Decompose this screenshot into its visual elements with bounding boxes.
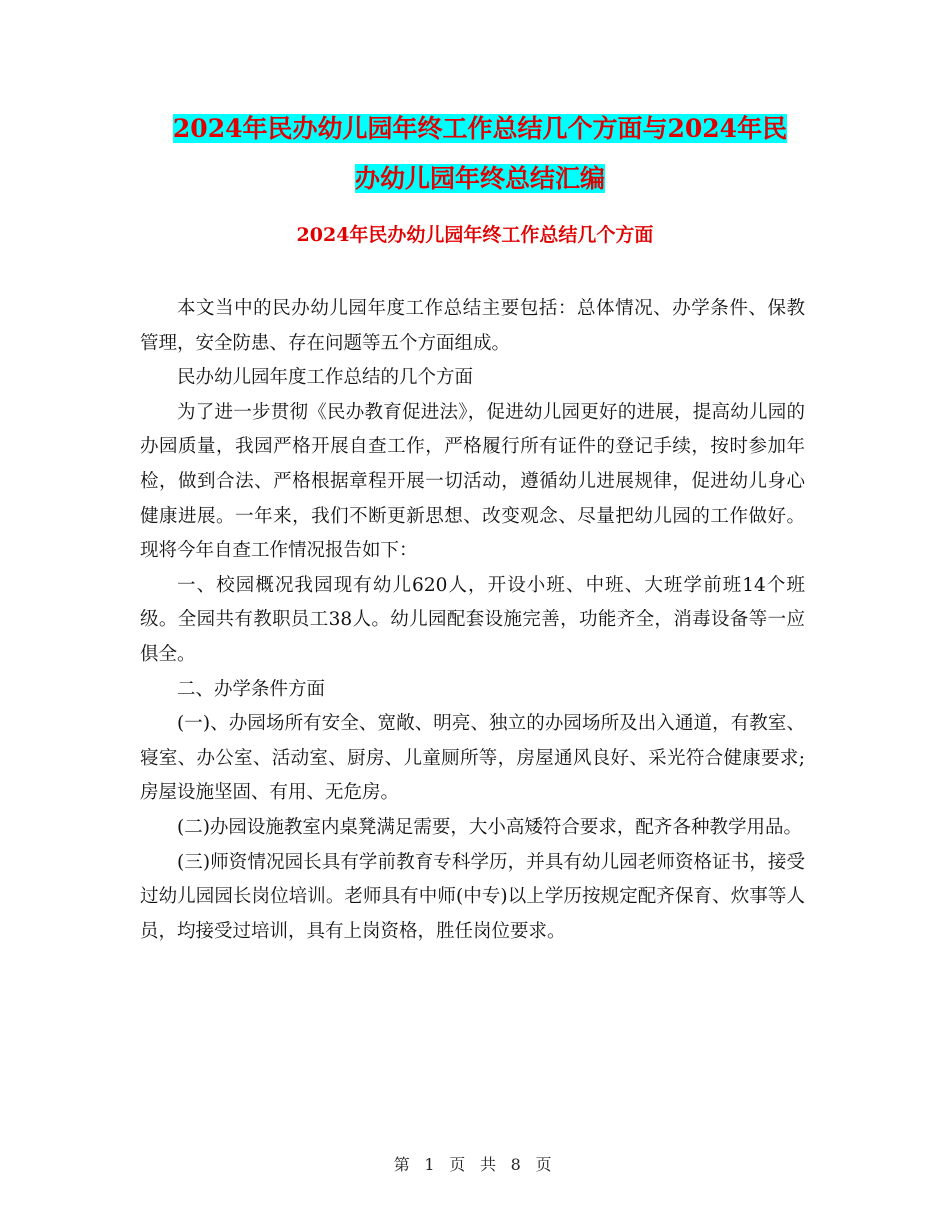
title-line-2: 办幼儿园年终总结汇编: [354, 164, 605, 193]
paragraph: (一)、办园场所有安全、宽敞、明亮、独立的办园场所及出入通道，有教室、寝室、办公室、活动室、厨房、儿童厕所等，房屋通风良好、采光符合健康要求;房屋设施坚固、有用、无危房。: [140, 713, 805, 804]
paragraph: 二、办学条件方面: [177, 678, 326, 700]
paragraph: (三)师资情况园长具有学前教育专科学历，并具有幼儿园老师资格证书，接受过幼儿园园长岗位培训。老师具有中师(中专)以上学历按规定配齐保育、炊事等人员，均接受过培训，具有上岗资格，胜任岗位要求。: [140, 851, 805, 942]
paragraph: 民办幼儿园年度工作总结的几个方面: [177, 367, 474, 389]
section-title: 2024年民办幼儿园年终工作总结几个方面: [296, 224, 654, 246]
paragraph: 一、校园概况我园现有幼儿620人，开设小班、中班、大班学前班14个班级。全园共有教职员工38人。幼儿园配套设施完善，功能齐全，消毒设备等一应俱全。: [140, 574, 805, 665]
paragraph: 为了进一步贯彻《民办教育促进法》，促进幼儿园更好的进展，提高幼儿园的办园质量，我园严格开展自查工作，严格履行所有证件的登记手续，按时参加年检，做到合法、严格根据章程开展一切活动，遵循幼儿进展规律，促进幼儿身心健康进展。一年来，我们不断更新思想、改变观念、尽量把幼儿园的工作做好。现将今年自查工作情况报告如下：: [140, 401, 805, 562]
document-body: [140, 292, 805, 949]
paragraph: (二)办园设施教室内桌凳满足需要，大小高矮符合要求，配齐各种教学用品。: [177, 816, 802, 838]
document-title: [130, 104, 830, 204]
page-footer: 第 1 页 共 8 页: [393, 1155, 557, 1174]
title-line-1: 2024年民办幼儿园年终工作总结几个方面与2024年民: [172, 114, 788, 143]
paragraph: 本文当中的民办幼儿园年度工作总结主要包括：总体情况、办学条件、保教管理，安全防患、存在问题等五个方面组成。: [140, 298, 805, 354]
